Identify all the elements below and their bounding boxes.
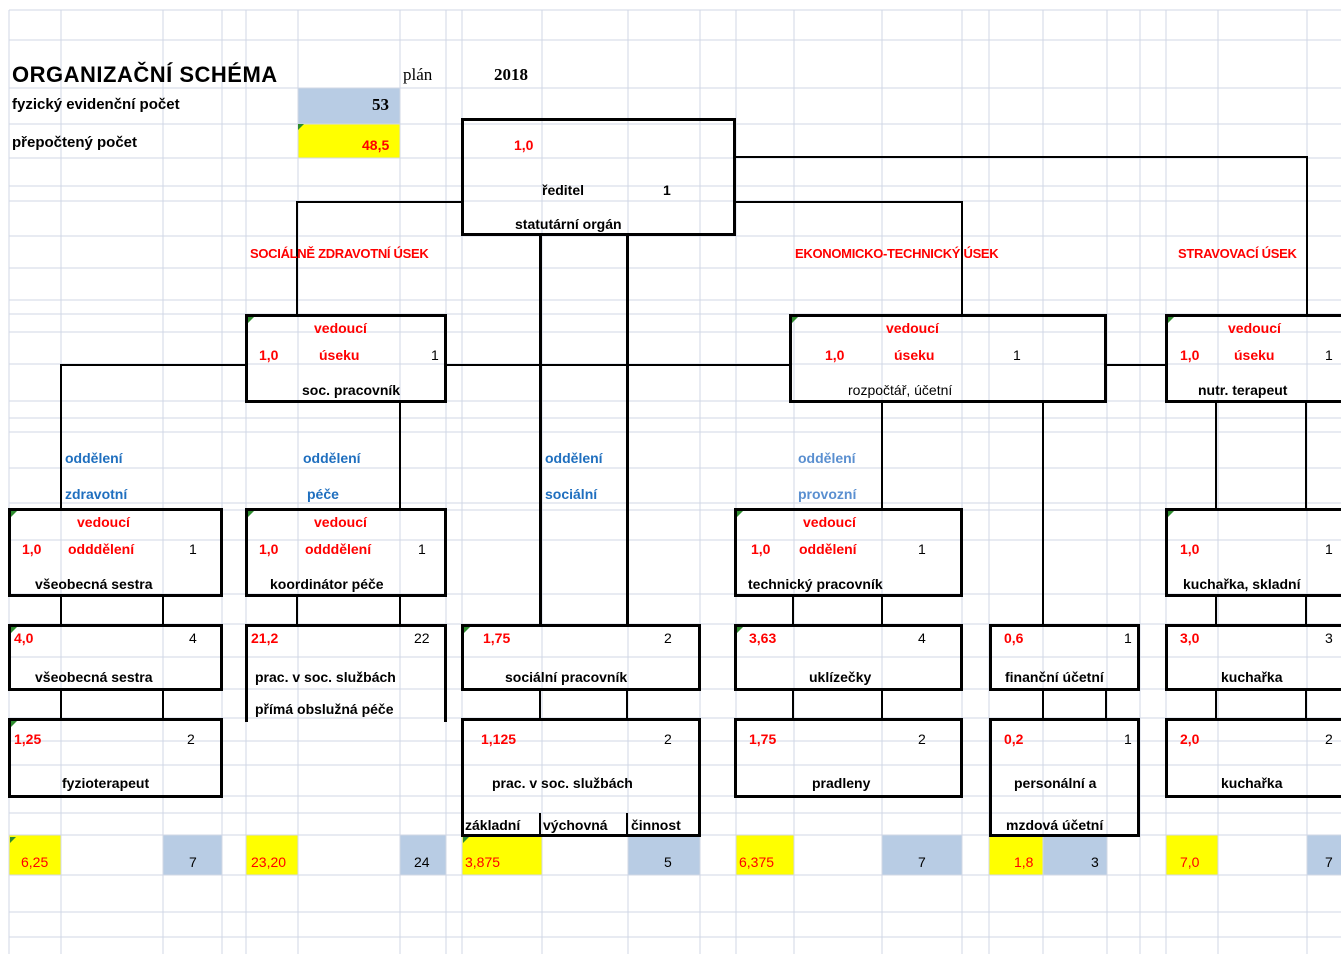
- connector-line: [162, 689, 164, 721]
- director-fte: 1,0: [514, 137, 534, 153]
- comment-marker-icon: [1168, 511, 1174, 517]
- staff-role: kuchařka: [1221, 775, 1283, 791]
- connector-line: [792, 595, 794, 627]
- connector-line: [1306, 156, 1308, 316]
- physical-count-label: fyzický evidenční počet: [12, 96, 180, 113]
- staff-fte: 1,125: [481, 731, 517, 747]
- staff-fte: 1,25: [14, 731, 42, 747]
- comment-marker-icon: [11, 721, 17, 727]
- department-label: oddělení: [798, 450, 856, 466]
- dept-head-role: technický pracovník: [748, 576, 883, 592]
- dept-head-label: vedoucí: [314, 514, 367, 530]
- staff-count: 2: [664, 731, 672, 747]
- staff-role: prac. v soc. službách: [255, 669, 396, 685]
- staff-count: 2: [664, 630, 672, 646]
- staff-count: 2: [918, 731, 926, 747]
- section-head-label: úseku: [1234, 347, 1275, 363]
- section-head-role: rozpočtář, účetní: [848, 382, 953, 398]
- section-head-label: úseku: [894, 347, 935, 363]
- department-label: sociální: [545, 486, 598, 502]
- section-title-social-health: SOCIÁLNĚ ZDRAVOTNÍ ÚSEK: [250, 246, 429, 261]
- comment-marker-icon: [248, 317, 254, 323]
- total-fte: 23,20: [251, 854, 287, 870]
- connector-line: [1042, 401, 1044, 626]
- section-head-count: 1: [1013, 347, 1021, 363]
- staff-role: finanční účetní: [1005, 669, 1104, 685]
- staff-fte: 1,75: [483, 630, 511, 646]
- department-label: zdravotní: [65, 486, 128, 502]
- dept-head-role: všeobecná sestra: [35, 576, 153, 592]
- connector-line: [296, 595, 298, 627]
- dept-head-role: koordinátor péče: [270, 576, 384, 592]
- staff-fte: 1,75: [749, 731, 777, 747]
- director-count: 1: [663, 182, 671, 198]
- connector-line: [399, 401, 401, 510]
- connector-line: [1305, 595, 1307, 627]
- connector-line: [1105, 364, 1168, 366]
- connector-line: [60, 364, 62, 510]
- dept-head-fte: 1,0: [751, 541, 771, 557]
- recalc-count-label: přepočtený počet: [12, 134, 138, 151]
- comment-marker-icon: [464, 627, 470, 633]
- dept-head-fte: 1,0: [22, 541, 42, 557]
- staff-role: přímá obslužná péče: [255, 701, 394, 717]
- dept-head-label: odddělení: [305, 541, 372, 557]
- connector-line: [60, 364, 248, 366]
- connector-line: [881, 595, 883, 627]
- section-head-role: soc. pracovník: [302, 382, 401, 398]
- staff-role: výchovná: [543, 817, 608, 833]
- page-title: ORGANIZAČNÍ SCHÉMA: [12, 62, 278, 87]
- connector-line: [445, 364, 791, 366]
- dept-head-count: 1: [418, 541, 426, 557]
- staff-role: činnost: [631, 817, 681, 833]
- comment-marker-icon: [463, 837, 469, 843]
- section-head-fte: 1,0: [825, 347, 845, 363]
- comment-marker-icon: [10, 837, 16, 843]
- connector-line: [60, 689, 62, 721]
- dept-head-role: kuchařka, skladní: [1183, 576, 1301, 592]
- plan-label: plán: [403, 65, 433, 84]
- dept-head-fte: 1,0: [1180, 541, 1200, 557]
- connector-line: [1215, 401, 1217, 510]
- comment-marker-icon: [792, 317, 798, 323]
- staff-role: kuchařka: [1221, 669, 1283, 685]
- physical-count-value: 53: [372, 95, 389, 114]
- connector-line: [1042, 689, 1044, 721]
- comment-marker-icon: [737, 511, 743, 517]
- director-role: ředitel: [542, 182, 585, 198]
- section-head-fte: 1,0: [259, 347, 279, 363]
- connector-line: [734, 201, 963, 203]
- total-count: 5: [664, 854, 672, 870]
- connector-line: [539, 689, 541, 721]
- staff-role: sociální pracovník: [505, 669, 628, 685]
- connector-line: [399, 595, 401, 627]
- comment-marker-icon: [737, 627, 743, 633]
- dept-head-label: vedoucí: [803, 514, 856, 530]
- total-count: 3: [1091, 854, 1099, 870]
- department-label: péče: [307, 486, 339, 502]
- director-subtitle: statutární orgán: [515, 216, 622, 232]
- section-head-label: vedoucí: [1228, 320, 1281, 336]
- connector-line: [881, 689, 883, 721]
- section-head-label: vedoucí: [314, 320, 367, 336]
- section-title-catering: STRAVOVACÍ ÚSEK: [1178, 246, 1297, 261]
- total-fte: 3,875: [465, 854, 501, 870]
- section-head-label: vedoucí: [886, 320, 939, 336]
- connector-line: [1215, 689, 1217, 721]
- dept-head-label: odddělení: [68, 541, 135, 557]
- recalc-count-value: 48,5: [362, 137, 390, 153]
- staff-fte: 21,2: [251, 630, 279, 646]
- staff-count: 1: [1124, 731, 1132, 747]
- connector-line: [792, 689, 794, 721]
- total-fte: 6,25: [21, 854, 49, 870]
- staff-role: všeobecná sestra: [35, 669, 153, 685]
- staff-fte: 4,0: [14, 630, 34, 646]
- dept-head-fte: 1,0: [259, 541, 279, 557]
- connector-line: [296, 201, 464, 203]
- staff-role: prac. v soc. službách: [492, 775, 633, 791]
- staff-count: 4: [918, 630, 926, 646]
- dept-head-label: oddělení: [799, 541, 857, 557]
- connector-line: [1105, 689, 1107, 721]
- section-head-count: 1: [431, 347, 439, 363]
- connector-line: [734, 156, 1308, 158]
- connector-line: [1215, 595, 1217, 627]
- dept-head-label: vedoucí: [77, 514, 130, 530]
- dept-head-count: 1: [189, 541, 197, 557]
- comment-marker-icon: [248, 511, 254, 517]
- staff-role: personální a: [1014, 775, 1097, 791]
- total-count: 24: [414, 854, 430, 870]
- staff-role: pradleny: [812, 775, 871, 791]
- staff-role: fyzioterapeut: [62, 775, 150, 791]
- staff-fte: 2,0: [1180, 731, 1200, 747]
- comment-marker-icon: [11, 511, 17, 517]
- connector-line: [162, 595, 164, 627]
- staff-role: mzdová účetní: [1006, 817, 1104, 833]
- connector-line: [881, 401, 883, 510]
- staff-count: 2: [1325, 731, 1333, 747]
- total-fte: 6,375: [739, 854, 775, 870]
- staff-fte: 0,6: [1004, 630, 1024, 646]
- connector-line: [1305, 401, 1307, 510]
- section-head-role: nutr. terapeut: [1198, 382, 1288, 398]
- section-head-count: 1: [1325, 347, 1333, 363]
- total-fte: 1,8: [1014, 854, 1034, 870]
- staff-count: 3: [1325, 630, 1333, 646]
- section-head-fte: 1,0: [1180, 347, 1200, 363]
- dept-head-count: 1: [1325, 541, 1333, 557]
- connector-line: [626, 689, 628, 721]
- staff-count: 22: [414, 630, 430, 646]
- section-head-label: úseku: [319, 347, 360, 363]
- dept-head-count: 1: [918, 541, 926, 557]
- connector-line: [1305, 689, 1307, 721]
- staff-fte: 0,2: [1004, 731, 1024, 747]
- department-label: provozní: [798, 486, 857, 502]
- staff-count: 1: [1124, 630, 1132, 646]
- department-label: oddělení: [303, 450, 361, 466]
- department-label: oddělení: [545, 450, 603, 466]
- staff-role: uklízečky: [809, 669, 872, 685]
- section-title-econ-tech: EKONOMICKO-TECHNICKÝ ÚSEK: [795, 246, 999, 261]
- comment-marker-icon: [1168, 317, 1174, 323]
- total-fte: 7,0: [1180, 854, 1200, 870]
- department-label: oddělení: [65, 450, 123, 466]
- plan-year: 2018: [494, 65, 528, 84]
- connector-line: [60, 595, 62, 627]
- staff-role: základní: [465, 817, 521, 833]
- staff-fte: 3,63: [749, 630, 777, 646]
- comment-marker-icon: [298, 124, 304, 130]
- total-count: 7: [189, 854, 197, 870]
- connector-line: [626, 236, 629, 626]
- total-count: 7: [918, 854, 926, 870]
- staff-count: 2: [187, 731, 195, 747]
- total-count: 7: [1325, 854, 1333, 870]
- staff-fte: 3,0: [1180, 630, 1200, 646]
- connector-line: [539, 236, 542, 626]
- staff-count: 4: [189, 630, 197, 646]
